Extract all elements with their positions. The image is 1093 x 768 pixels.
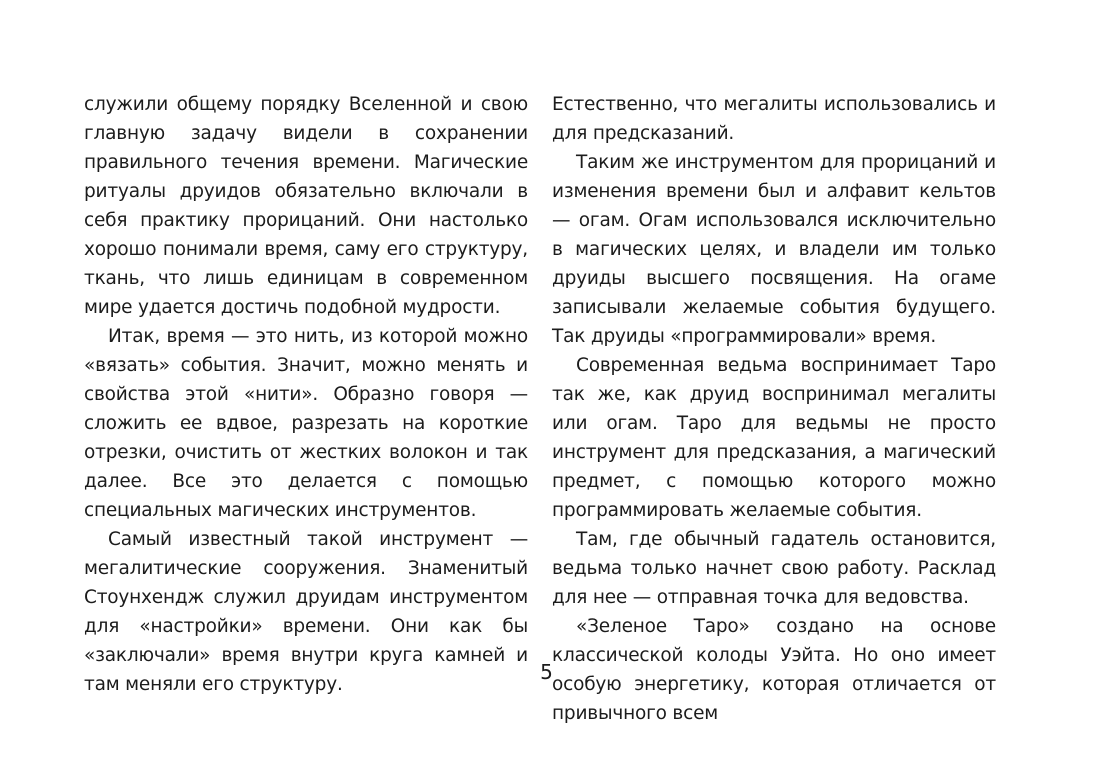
paragraph: Итак, время — это нить, из которой можно «вязать» события. Значит, можно менять и свойства этой «нити». Образно говоря — сложить ее вдвое, разрезать на короткие отрезки, очистить от жестких волокон и так далее. Все это делается с помощью специальных магических инструментов. [84,326,528,521]
paragraph: Самый известный такой инструмент — мегалитические сооружения. Знаменитый Стоунхендж служил друидам инструментом для «настройки» времени. Они как бы «заключали» время внутри круга камней и там меняли его структуру. [84,529,528,695]
text-columns [84,90,996,728]
left-column [84,90,528,728]
paragraph: Естественно, что мегалиты использовались и для предсказаний. [552,94,996,144]
right-column [552,90,996,728]
paragraph: служили общему порядку Вселенной и свою главную задачу видели в сохранении правильного течения времени. Магические ритуалы друидов обязательно включали в себя практику прорицаний. Они настолько хорошо понимали время, саму его структуру, ткань, что лишь единицам в современном мире удается достичь подобной мудрости. [84,94,528,318]
page-number: 5 [540,660,553,684]
paragraph: Таким же инструментом для прорицаний и изменения времени был и алфавит кельтов — огам. Огам использовался исключительно в магических целях, и владели им только друиды высшего посвящения. На огаме записывали желаемые события будущего. Так друиды «программировали» время. [552,152,996,347]
paragraph: Современная ведьма воспринимает Таро так же, как друид воспринимал мегалиты или огам. Таро для ведьмы не просто инструмент для предсказания, а магический предмет, с помощью которого можно программировать желаемые события. [552,355,996,521]
paragraph: Там, где обычный гадатель остановится, ведьма только начнет свою работу. Расклад для нее — отправная точка для ведовства. [552,529,996,608]
paragraph: «Зеленое Таро» создано на основе классической колоды Уэйта. Но оно имеет особую энергетику, которая отличается от привычного всем [552,616,996,724]
